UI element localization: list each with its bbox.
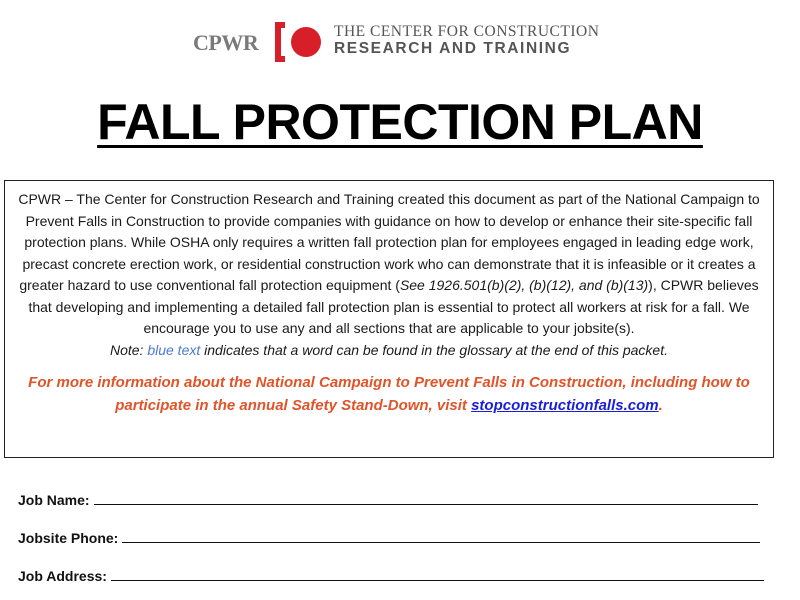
note-suffix: indicates that a word can be found in the glossary at the end of this packet. bbox=[200, 341, 669, 358]
note-prefix: Note: bbox=[109, 341, 148, 358]
header bbox=[0, 20, 800, 64]
more-info-text: For more information about the National Campaign to Prevent Falls in Construction, including how to participate in the annual Safety Stand-Down, visit bbox=[28, 374, 750, 414]
job-name-label: Job Name: bbox=[18, 492, 90, 508]
page-title bbox=[0, 92, 800, 152]
stopconstructionfalls-link[interactable]: stopconstructionfalls.com bbox=[471, 397, 659, 414]
intro-box bbox=[4, 180, 774, 458]
intro-text-main: CPWR – The Center for Construction Research and Training created this document as part of the National Campaign to Prevent Falls in Construction to provide companies with guidance on how to develop or enhance their site-specific fall protection plans. While OSHA only requires a written fall protection plan for employees engaged in leading edge work, precast concrete erection work, or residential construction work who can demonstrate that it is infeasible or it creates a greater hazard to use conventional fall protection equipment ( bbox=[18, 191, 760, 293]
logo-wordmark: CPWR bbox=[193, 30, 259, 55]
tagline-line1: THE CENTER FOR CONSTRUCTION bbox=[334, 23, 600, 40]
job-address-label: Job Address: bbox=[18, 568, 107, 584]
more-info-end: . bbox=[658, 397, 663, 414]
jobsite-phone-label: Jobsite Phone: bbox=[18, 530, 119, 546]
note-blue-text: blue text bbox=[147, 341, 201, 358]
glossary-note bbox=[15, 340, 763, 362]
intro-paragraph bbox=[15, 189, 763, 340]
jobsite-phone-field[interactable] bbox=[122, 542, 760, 543]
more-info bbox=[15, 371, 763, 417]
cpwr-logo-icon bbox=[271, 20, 327, 64]
jobsite-phone-row bbox=[18, 524, 760, 546]
job-address-field[interactable] bbox=[111, 580, 764, 581]
job-name-field[interactable] bbox=[94, 504, 758, 505]
logo-tagline bbox=[334, 23, 599, 57]
intro-citation: See 1926.501(b)(2), (b)(12), and (b)(13) bbox=[399, 277, 649, 293]
page-title-text: FALL PROTECTION PLAN bbox=[97, 94, 703, 150]
job-name-row bbox=[18, 486, 758, 508]
intro-text-end: ), CPWR believes that developing and implementing a detailed fall protection plan is essential to protect all workers at risk for a fall. We encourage you to use any and all sections that are applicable to your jobsite(s). bbox=[28, 277, 759, 336]
job-address-row bbox=[18, 562, 764, 584]
tagline-line2: RESEARCH AND TRAINING bbox=[334, 40, 572, 57]
